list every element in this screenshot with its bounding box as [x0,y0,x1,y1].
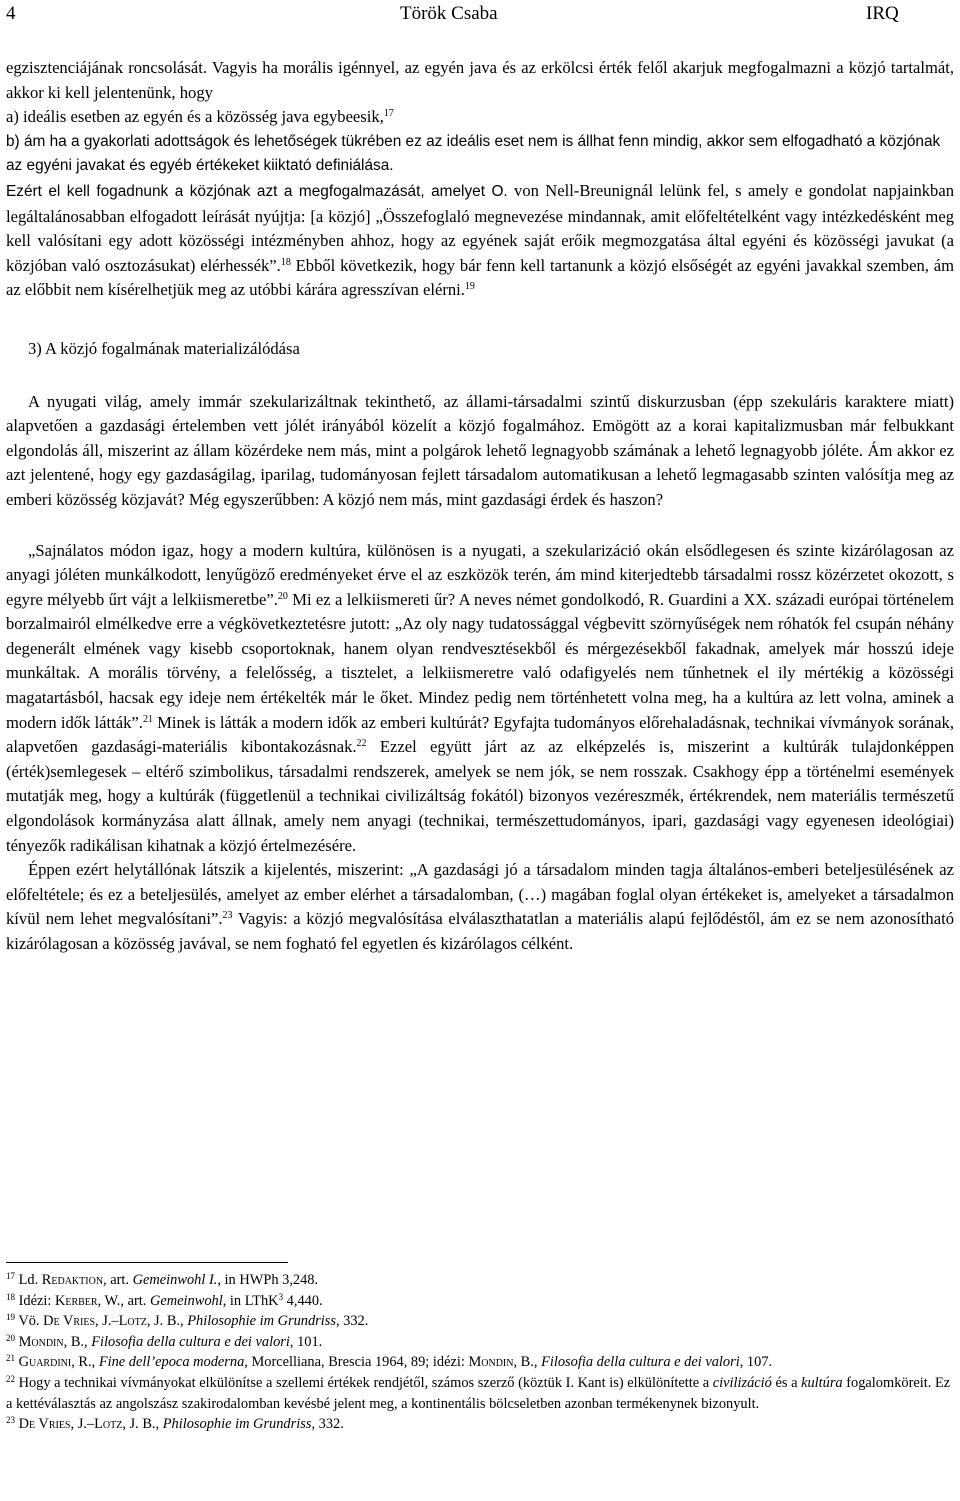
paragraph-nell-breuning-lead: Ezért el kell fogadnunk a közjónak azt a megfogalmazását, amelyet O. [6,182,508,200]
footnote-author: Redaktion [41,1272,104,1288]
footnote-ref-23[interactable]: 23 [222,910,233,922]
footnote-text: , 101. [289,1333,323,1350]
paragraph-nell-breuning [6,179,954,303]
footnote-ref-18[interactable]: 18 [280,256,291,268]
footnote-text: , in HWPh 3,248. [217,1272,319,1288]
footnote-text: , J.– [70,1416,95,1433]
footnote-22 [6,1373,954,1414]
footnote-text: , J.– [95,1313,119,1330]
footnote-separator [6,1262,288,1263]
footnote-ref-20[interactable]: 20 [277,590,288,602]
footnote-author: Guardini [15,1354,72,1371]
paragraph-neutral-cultures: Ezzel együtt járt az az elképzelés is, miszerint a kultúrák tulajdonképpen (érték)semlegesek – eltérő szimbolikus, társadalmi rendszerek, amelyek se nem jók, se nem rosszak. Csakhogy épp a történelmi események mutatják meg, hogy a kultúrák (függetlenül a technikai civilizáltság fokától) bizonyos vezéreszmék, értékrendek, nem materiális természetű elgondolások kormányzása alatt állnak, amely nem anyagi (technikai, természettudományos, ipari, gazdasági vagy egyenesen ideológiai) tényezők radikálisan kihatnak a közjó értelmezésére. [6,737,954,855]
page-number: 4 [6,3,16,24]
footnote-ref-19[interactable]: 19 [464,281,475,293]
footnote-18 [6,1291,954,1312]
footnote-title: Filosofia della cultura e dei valori [91,1333,290,1350]
footnote-number: 23 [6,1415,15,1426]
paragraph-economic-good-quote: Éppen ezért helytállónak látszik a kijelentés, miszerint: „A gazdasági jó a társadalom minden tagja általános-emberi beteljesülésének az előfeltétele; és ez a beteljesülés, amelyet az ember elérhet a társadalomban, (…) magában foglal olyan értékeket is, amelyeket a társadalmon kívül nem lehet megvalósítani”. [6,860,954,929]
footnote-number: 20 [6,1332,15,1343]
footnote-19 [6,1311,954,1332]
paragraph-intro: egzisztenciájának roncsolását. Vagyis ha morális igénnyel, az egyén java és az erkölcsi érték felől akarjuk megfogalmazni a közjó tartalmát, akkor ki kell jelentenünk, hogy [6,58,954,102]
footnote-number: 17 [6,1271,15,1281]
edition-superscript: 3 [278,1291,284,1302]
footnote-text: , Morcelliana, Brescia 1964, 89; idézi: [244,1354,469,1371]
footnote-21 [6,1352,954,1373]
paragraph-western-world: A nyugati világ, amely immár szekularizáltnak tekinthető, az állami-társadalmi szintű diskurzusban (épp szekuláris karaktere miatt) alapvetően a gazdasági értelemben vett jólét irányából közelít a közjó fogalmához. Emögött az a korai kapitalizmusban már felbukkant elgondolás áll, miszerint az állam közérdeke nem más, mint a polgárok lehető legnagyobb számának a lehető legnagyobb jóléte. Ám akkor ez azt jelentené, hogy egy gazdaságilag, iparilag, tudományosan fejlett társadalom automatikusan a lehető legmagasabb szinten valósítja meg az emberi közösség közjavát? Még egyszerűbben: A közjó nem más, mint gazdasági érdek és haszon? [6,391,954,509]
footnote-ref-22[interactable]: 22 [356,738,367,750]
footnote-author: Lotz [118,1313,147,1330]
footnote-title: Philosophie im Grundriss [162,1416,312,1433]
footnote-text: fogalomköreit. Ez a kettéválasztás az angolszász szakirodalomban kevésbé jelent meg, a kontinentális bölcseletben azonban termékenynek bizonyult. [6,1374,951,1412]
footnote-title: Gemeinwohl [149,1292,223,1309]
list-item-a [6,105,954,130]
footnote-term: kultúra [801,1374,843,1391]
footnotes [6,1270,954,1435]
footnote-number: 22 [6,1373,15,1384]
footnote-text: , W., art. [97,1292,150,1309]
footnote-text: , B., [513,1354,542,1371]
footnote-number: 18 [6,1291,15,1302]
footnote-text: Hogy a technikai vívmányokat elkülönítse a szellemi értékek rendjétől, számos szerző (köztük I. Kant is) elkülönítette a [15,1374,713,1391]
paragraph-economic-good [6,858,954,956]
paragraph-secularization [6,539,954,859]
section-heading: 3) A közjó fogalmának materializálódása [28,338,300,358]
footnote-number: 21 [6,1353,15,1364]
footnote-text: Ld. [15,1272,42,1288]
footnote-author: De Vries [43,1313,96,1330]
footnote-text: és a [771,1374,802,1391]
footnote-ref-21[interactable]: 21 [142,713,153,725]
paragraph-guardini: Mi ez a lelkiismereti űr? A neves német gondolkodó, R. Guardini a XX. századi európai történelem borzalmairól elmélkedve erre a végkövetkeztetésre jutott: „Az oly nagy tudatossággal végbevitt szörnyűségek nem róhatók fel csupán néhány degenerált elmének vagy kisebb csoportoknak, hanem olyan rendvesztésekből és mérgezésekből fakadnak, amelyek már hosszú ideje munkáltak. A morális törvény, a felelősség, a tisztelet, a lelkiismeretre való odafigyelés nem tűnhetnek el ily mértékig a közösségi magatartásból, hacsak egy ideje nem értékelték már le őket. Mindez pedig nem történhetett volna meg, ha a kultúra az lett volna, aminek a modern idők látták”. [6,589,955,732]
footnote-title: Philosophie im Grundriss [187,1313,336,1330]
footnote-author: Kerber [54,1292,98,1309]
footnote-ref-17[interactable]: 17 [383,108,394,120]
footnote-text: , 332. [311,1416,344,1433]
footnote-term: civilizáció [712,1374,772,1391]
footnote-author: De Vries [15,1416,71,1433]
paragraph-modern-culture: Minek is látták a modern idők az emberi kultúrát? Egyfajta tudományos előrehaladásnak, technikai vívmányok sorának, alapvetően gazdasági-materiális kibontakozásnak. [6,712,954,757]
footnote-title: Filosofia della cultura e dei valori [541,1354,740,1371]
footnote-text: , R., [71,1354,99,1371]
footnote-title: Gemeinwohl I. [132,1272,218,1288]
footnote-text: , 107. [739,1354,773,1371]
footnote-text: 4,440. [283,1292,323,1309]
footnote-text: , in LThK [222,1292,279,1309]
running-header [0,0,960,30]
footnote-author: Mondin [15,1333,64,1350]
paragraph-nell-breuning-tail: Ebből következik, hogy bár fenn kell tartanunk a közjó elsőségét az egyéni javakkal szemben, ám az előbbit nem kísérelhetjük meg az utóbbi kárára agresszívan elérni. [6,255,954,300]
footnote-20 [6,1332,954,1353]
footnote-17 [6,1270,954,1291]
paragraph-secularization-quote: „Sajnálatos módon igaz, hogy a modern kultúra, különösen is a nyugati, a szekularizáció okán elsődlegesen és szinte kizárólagosan az anyagi jóléten munkálkodott, lenyűgöző eredményeket érve el az eszközök terén, ám mind kiterjedtebb társadalmi rossz közérzetet okozott, s egyre mélyebb űrt vájt a lelkiismeretbe”. [6,540,954,609]
footnote-text: , 332. [335,1313,369,1330]
list-item-b: b) ám ha a gyakorlati adottságok és lehetőségek tükrében ez az ideális eset nem is állhat fenn mindig, akkor sem elfogadható a közjónak az egyéni javakat és egyéb értékeket kiiktató definiálása. [6,132,941,175]
main-text [6,56,954,957]
footnote-number: 19 [6,1312,15,1323]
footnote-text: , J. B., [146,1313,188,1330]
paragraph-economic-good-tail: Vagyis: a közjó megvalósítása elválaszthatatlan a materiális alapú fejlődéstől, ám ez se nem azonosítható kizárólagosan a közösség javával, se nem fogható fel egyetlen és kizárólagos célként. [6,909,955,953]
list-item-a-text: a) ideális esetben az egyén és a közösség java egybeesik, [6,107,384,127]
footnote-23 [6,1414,954,1435]
footnote-text: , J. B., [122,1416,163,1433]
footnote-title: Fine dell’epoca moderna [98,1354,245,1371]
footnote-text: , B., [63,1333,92,1350]
footnote-text: Idézi: [15,1292,55,1309]
header-journal: IRQ [866,3,899,24]
footnote-text: Vö. [15,1313,44,1330]
footnote-author: Mondin [468,1354,514,1371]
footnote-text: , art. [103,1272,133,1288]
header-author: Török Csaba [400,3,498,24]
paragraph-nell-breuning-quote: von Nell-Breunignál lelünk fel, s amely e gondolat napjainkban legáltalánosabban elfogadott leírását nyújtja: [a közjó] „Összefoglaló megnevezése mindannak, amit előfeltételként vagy intézkedésként meg kell valósítani egy adott közösségi intézményben ahhoz, hogy az egyének saját erőik megmozgatása által egyéni és közösségi javukat (a közjóban való osztozásukat) elérhessék”. [6,180,955,275]
footnote-author: Lotz [94,1416,123,1433]
